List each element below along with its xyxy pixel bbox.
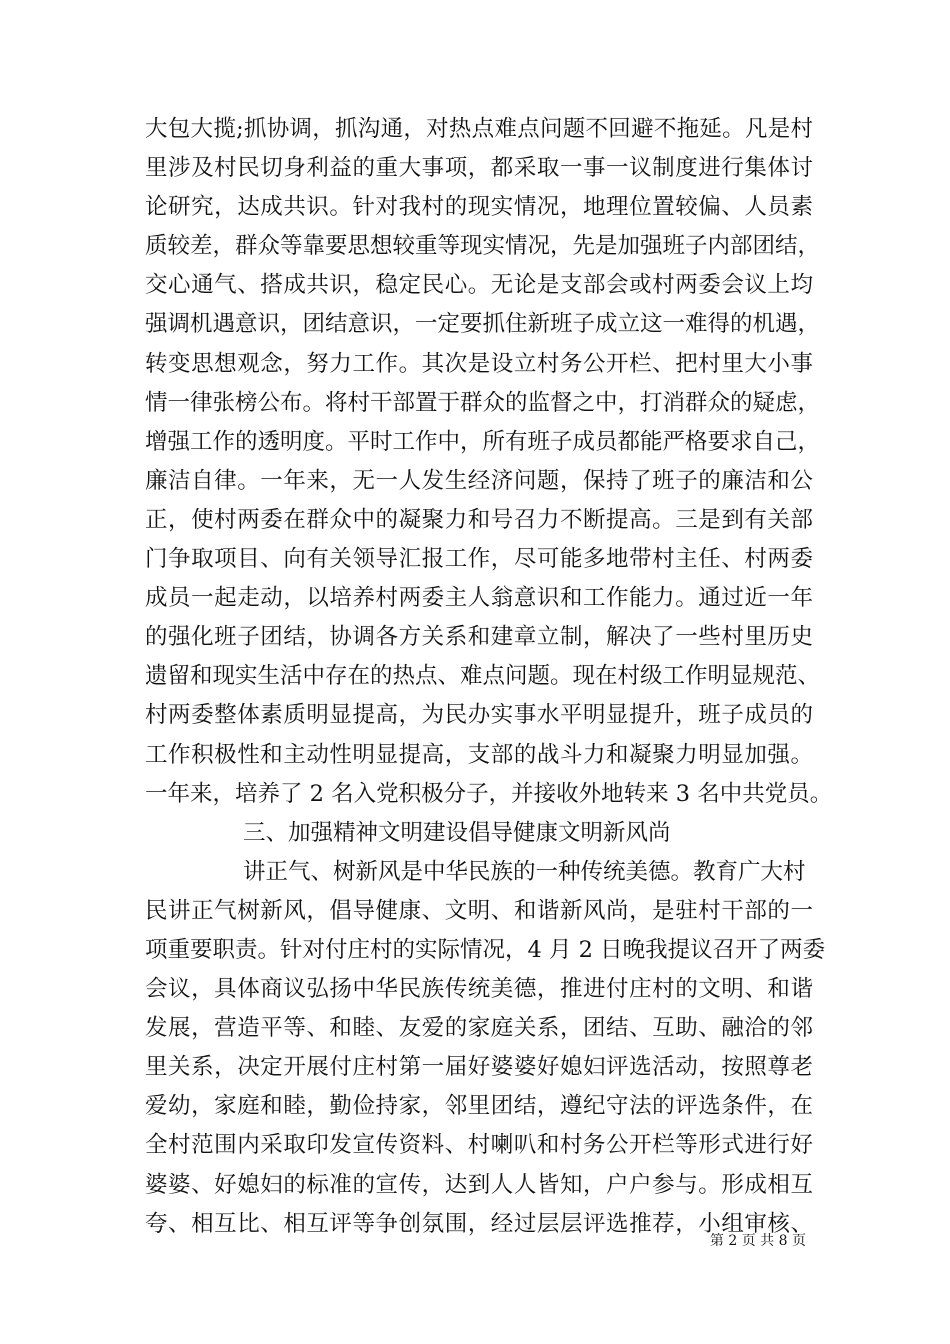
body-line: 成员一起走动，以培养村两委主人翁意识和工作能力。通过近一年 <box>145 585 813 612</box>
body-line: 情一律张榜公布。将村干部置于群众的监督之中，打消群众的疑虑， <box>145 389 821 416</box>
body-line: 交心通气、搭成共识，稳定民心。无论是支部会或村两委会议上均 <box>145 272 813 299</box>
body-line: 会议，具体商议弘扬中华民族传统美德，推进付庄村的文明、和谐 <box>145 976 813 1003</box>
body-line: 强调机遇意识，团结意识，一定要抓住新班子成立这一难得的机遇， <box>145 311 821 338</box>
body-line: 的强化班子团结，协调各方关系和建章立制，解决了一些村里历史 <box>145 624 813 651</box>
section-heading: 三、加强精神文明建设倡导健康文明新风尚 <box>243 819 671 846</box>
body-line: 婆婆、好媳妇的标准的宣传，达到人人皆知，户户参与。形成相互 <box>145 1171 813 1198</box>
body-line: 质较差，群众等靠要思想较重等现实情况，先是加强班子内部团结， <box>145 233 821 260</box>
body-line: 廉洁自律。一年来，无一人发生经济问题，保持了班子的廉洁和公 <box>145 467 813 494</box>
body-line: 转变思想观念，努力工作。其次是设立村务公开栏、把村里大小事 <box>145 350 813 377</box>
body-line: 民讲正气树新风，倡导健康、文明、和谐新风尚，是驻村干部的一 <box>145 897 813 924</box>
body-line: 大包大揽;抓协调，抓沟通，对热点难点问题不回避不拖延。凡是村 <box>145 116 813 142</box>
body-line: 村两委整体素质明显提高，为民办实事水平明显提升，班子成员的 <box>145 702 813 729</box>
body-line: 里涉及村民切身利益的重大事项，都采取一事一议制度进行集体讨 <box>145 155 813 182</box>
body-line: 一年来，培养了 2 名入党积极分子，并接收外地转来 3 名中共党员。 <box>145 780 833 807</box>
body-line: 项重要职责。针对付庄村的实际情况，4 月 2 日晚我提议召开了两委 <box>145 936 826 963</box>
body-line: 门争取项目、向有关领导汇报工作，尽可能多地带村主任、村两委 <box>145 546 813 573</box>
body-line: 工作积极性和主动性明显提高，支部的战斗力和凝聚力明显加强。 <box>145 741 813 768</box>
body-line: 里关系，决定开展付庄村第一届好婆婆好媳妇评选活动，按照尊老 <box>145 1054 813 1081</box>
body-line: 论研究，达成共识。针对我村的现实情况，地理位置较偏、人员素 <box>145 194 813 221</box>
body-line: 遗留和现实生活中存在的热点、难点问题。现在村级工作明显规范、 <box>145 663 821 690</box>
body-line: 正，使村两委在群众中的凝聚力和号召力不断提高。三是到有关部 <box>145 506 813 533</box>
body-line: 增强工作的透明度。平时工作中，所有班子成员都能严格要求自己， <box>145 428 821 455</box>
body-line: 全村范围内采取印发宣传资料、村喇叭和村务公开栏等形式进行好 <box>145 1132 813 1159</box>
document-body <box>145 110 833 1244</box>
paragraph-first-line: 讲正气、树新风是中华民族的一种传统美德。教育广大村 <box>243 858 806 885</box>
body-line: 夸、相互比、相互评等争创氛围，经过层层评选推荐，小组审核、 <box>145 1210 813 1237</box>
page-number-footer: 第 2 页 共 8 页 <box>709 1233 806 1249</box>
body-line: 爱幼，家庭和睦，勤俭持家，邻里团结，遵纪守法的评选条件，在 <box>145 1093 813 1120</box>
body-line: 发展，营造平等、和睦、友爱的家庭关系，团结、互助、融洽的邻 <box>145 1015 813 1042</box>
